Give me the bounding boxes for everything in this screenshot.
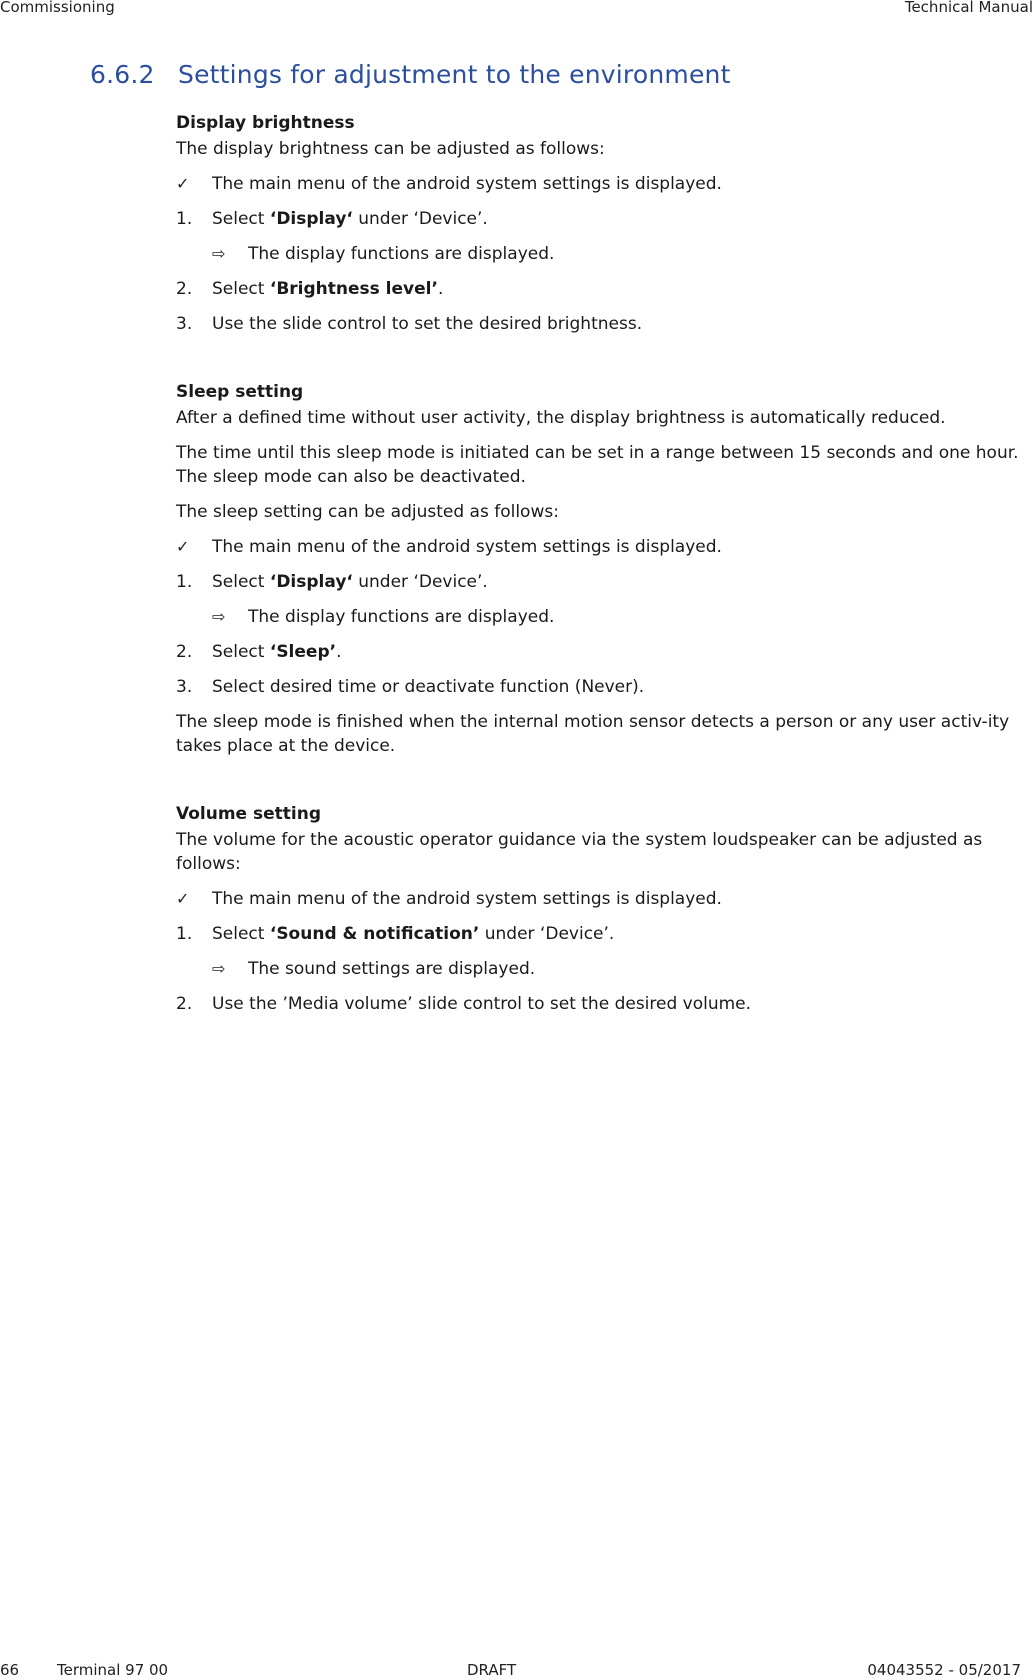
result-arrow-icon: ⇨	[212, 244, 226, 263]
menu-item-name: ‘Sound & notification’	[269, 924, 480, 944]
result-arrow-icon: ⇨	[212, 607, 226, 626]
step-item	[176, 207, 1032, 231]
precondition-item	[176, 887, 1032, 911]
step-number: 3.	[176, 677, 193, 697]
step-item	[176, 312, 1032, 336]
step-item	[176, 277, 1032, 301]
precondition-text: The main menu of the android system settings is displayed.	[212, 537, 722, 557]
sleep-setting-paragraph: The sleep mode is finished when the internal motion sensor detects a person or any user activ-ity takes place at the device.	[176, 712, 1010, 756]
precondition-item	[176, 535, 1032, 559]
step-number: 2.	[176, 279, 193, 299]
footer-product: Terminal 97 00	[57, 1661, 169, 1679]
step-item	[176, 675, 1032, 699]
result-item	[176, 605, 1032, 629]
precondition-item	[176, 172, 1032, 196]
volume-setting-heading: Volume setting	[176, 804, 321, 824]
main-content	[176, 111, 1032, 1016]
step-text: Select desired time or deactivate function (Never).	[212, 677, 645, 697]
step-text: Use the slide control to set the desired brightness.	[212, 314, 643, 334]
menu-item-name: ‘Display‘	[269, 572, 353, 592]
volume-setting-section	[176, 802, 1032, 1016]
step-item	[176, 992, 1032, 1016]
step-text: Use the ’Media volume’ slide control to set the desired volume.	[212, 994, 752, 1014]
result-item	[176, 242, 1032, 266]
footer-doc-id: 04043552 - 05/2017	[867, 1661, 1021, 1679]
precondition-text: The main menu of the android system settings is displayed.	[212, 889, 722, 909]
step-item	[176, 570, 1032, 594]
menu-item-name: ‘Display‘	[269, 209, 353, 229]
result-arrow-icon: ⇨	[212, 959, 226, 978]
footer-page-number: 66	[0, 1661, 20, 1679]
sleep-setting-heading: Sleep setting	[176, 382, 304, 402]
display-brightness-heading: Display brightness	[176, 113, 355, 133]
volume-setting-paragraph: The volume for the acoustic operator guidance via the system loudspeaker can be adjusted as follows:	[176, 830, 983, 874]
step-number: 2.	[176, 994, 193, 1014]
result-text: The sound settings are displayed.	[248, 959, 536, 979]
step-text: Select ‘Sound & notification’ under ‘Device’.	[212, 924, 615, 944]
step-item	[176, 922, 1032, 946]
footer-status: DRAFT	[467, 1661, 517, 1679]
check-icon: ✓	[176, 889, 190, 908]
step-item	[176, 640, 1032, 664]
sleep-setting-paragraph: The time until this sleep mode is initiated can be set in a range between 15 seconds and one hour. The sleep mode can also be deactivated.	[176, 443, 1019, 487]
display-brightness-section	[176, 111, 1032, 336]
step-text: Select ‘Display‘ under ‘Device’.	[212, 209, 488, 229]
result-text: The display functions are displayed.	[248, 244, 555, 264]
step-number: 1.	[176, 924, 193, 944]
step-number: 2.	[176, 642, 193, 662]
result-item	[176, 957, 1032, 981]
section-title	[90, 60, 731, 89]
step-number: 1.	[176, 572, 193, 592]
step-text: Select ‘Display‘ under ‘Device’.	[212, 572, 488, 592]
header-chapter: Commissioning	[0, 0, 115, 16]
step-number: 1.	[176, 209, 193, 229]
menu-item-name: ‘Sleep’	[269, 642, 337, 662]
step-number: 3.	[176, 314, 193, 334]
header-manual-title: Technical Manual	[904, 0, 1033, 16]
display-brightness-intro: The display brightness can be adjusted as follows:	[176, 139, 605, 159]
check-icon: ✓	[176, 174, 190, 193]
step-text: Select ‘Brightness level’.	[212, 279, 444, 299]
step-text: Select ‘Sleep’.	[212, 642, 342, 662]
section-number: 6.6.2	[90, 60, 155, 89]
sleep-setting-paragraph: The sleep setting can be adjusted as follows:	[176, 502, 559, 522]
section-title-text: Settings for adjustment to the environment	[178, 60, 731, 89]
sleep-setting-paragraph: After a defined time without user activity, the display brightness is automatically reduced.	[176, 408, 946, 428]
result-text: The display functions are displayed.	[248, 607, 555, 627]
menu-item-name: ‘Brightness level’	[269, 279, 438, 299]
check-icon: ✓	[176, 537, 190, 556]
sleep-setting-section	[176, 380, 1032, 758]
precondition-text: The main menu of the android system settings is displayed.	[212, 174, 722, 194]
